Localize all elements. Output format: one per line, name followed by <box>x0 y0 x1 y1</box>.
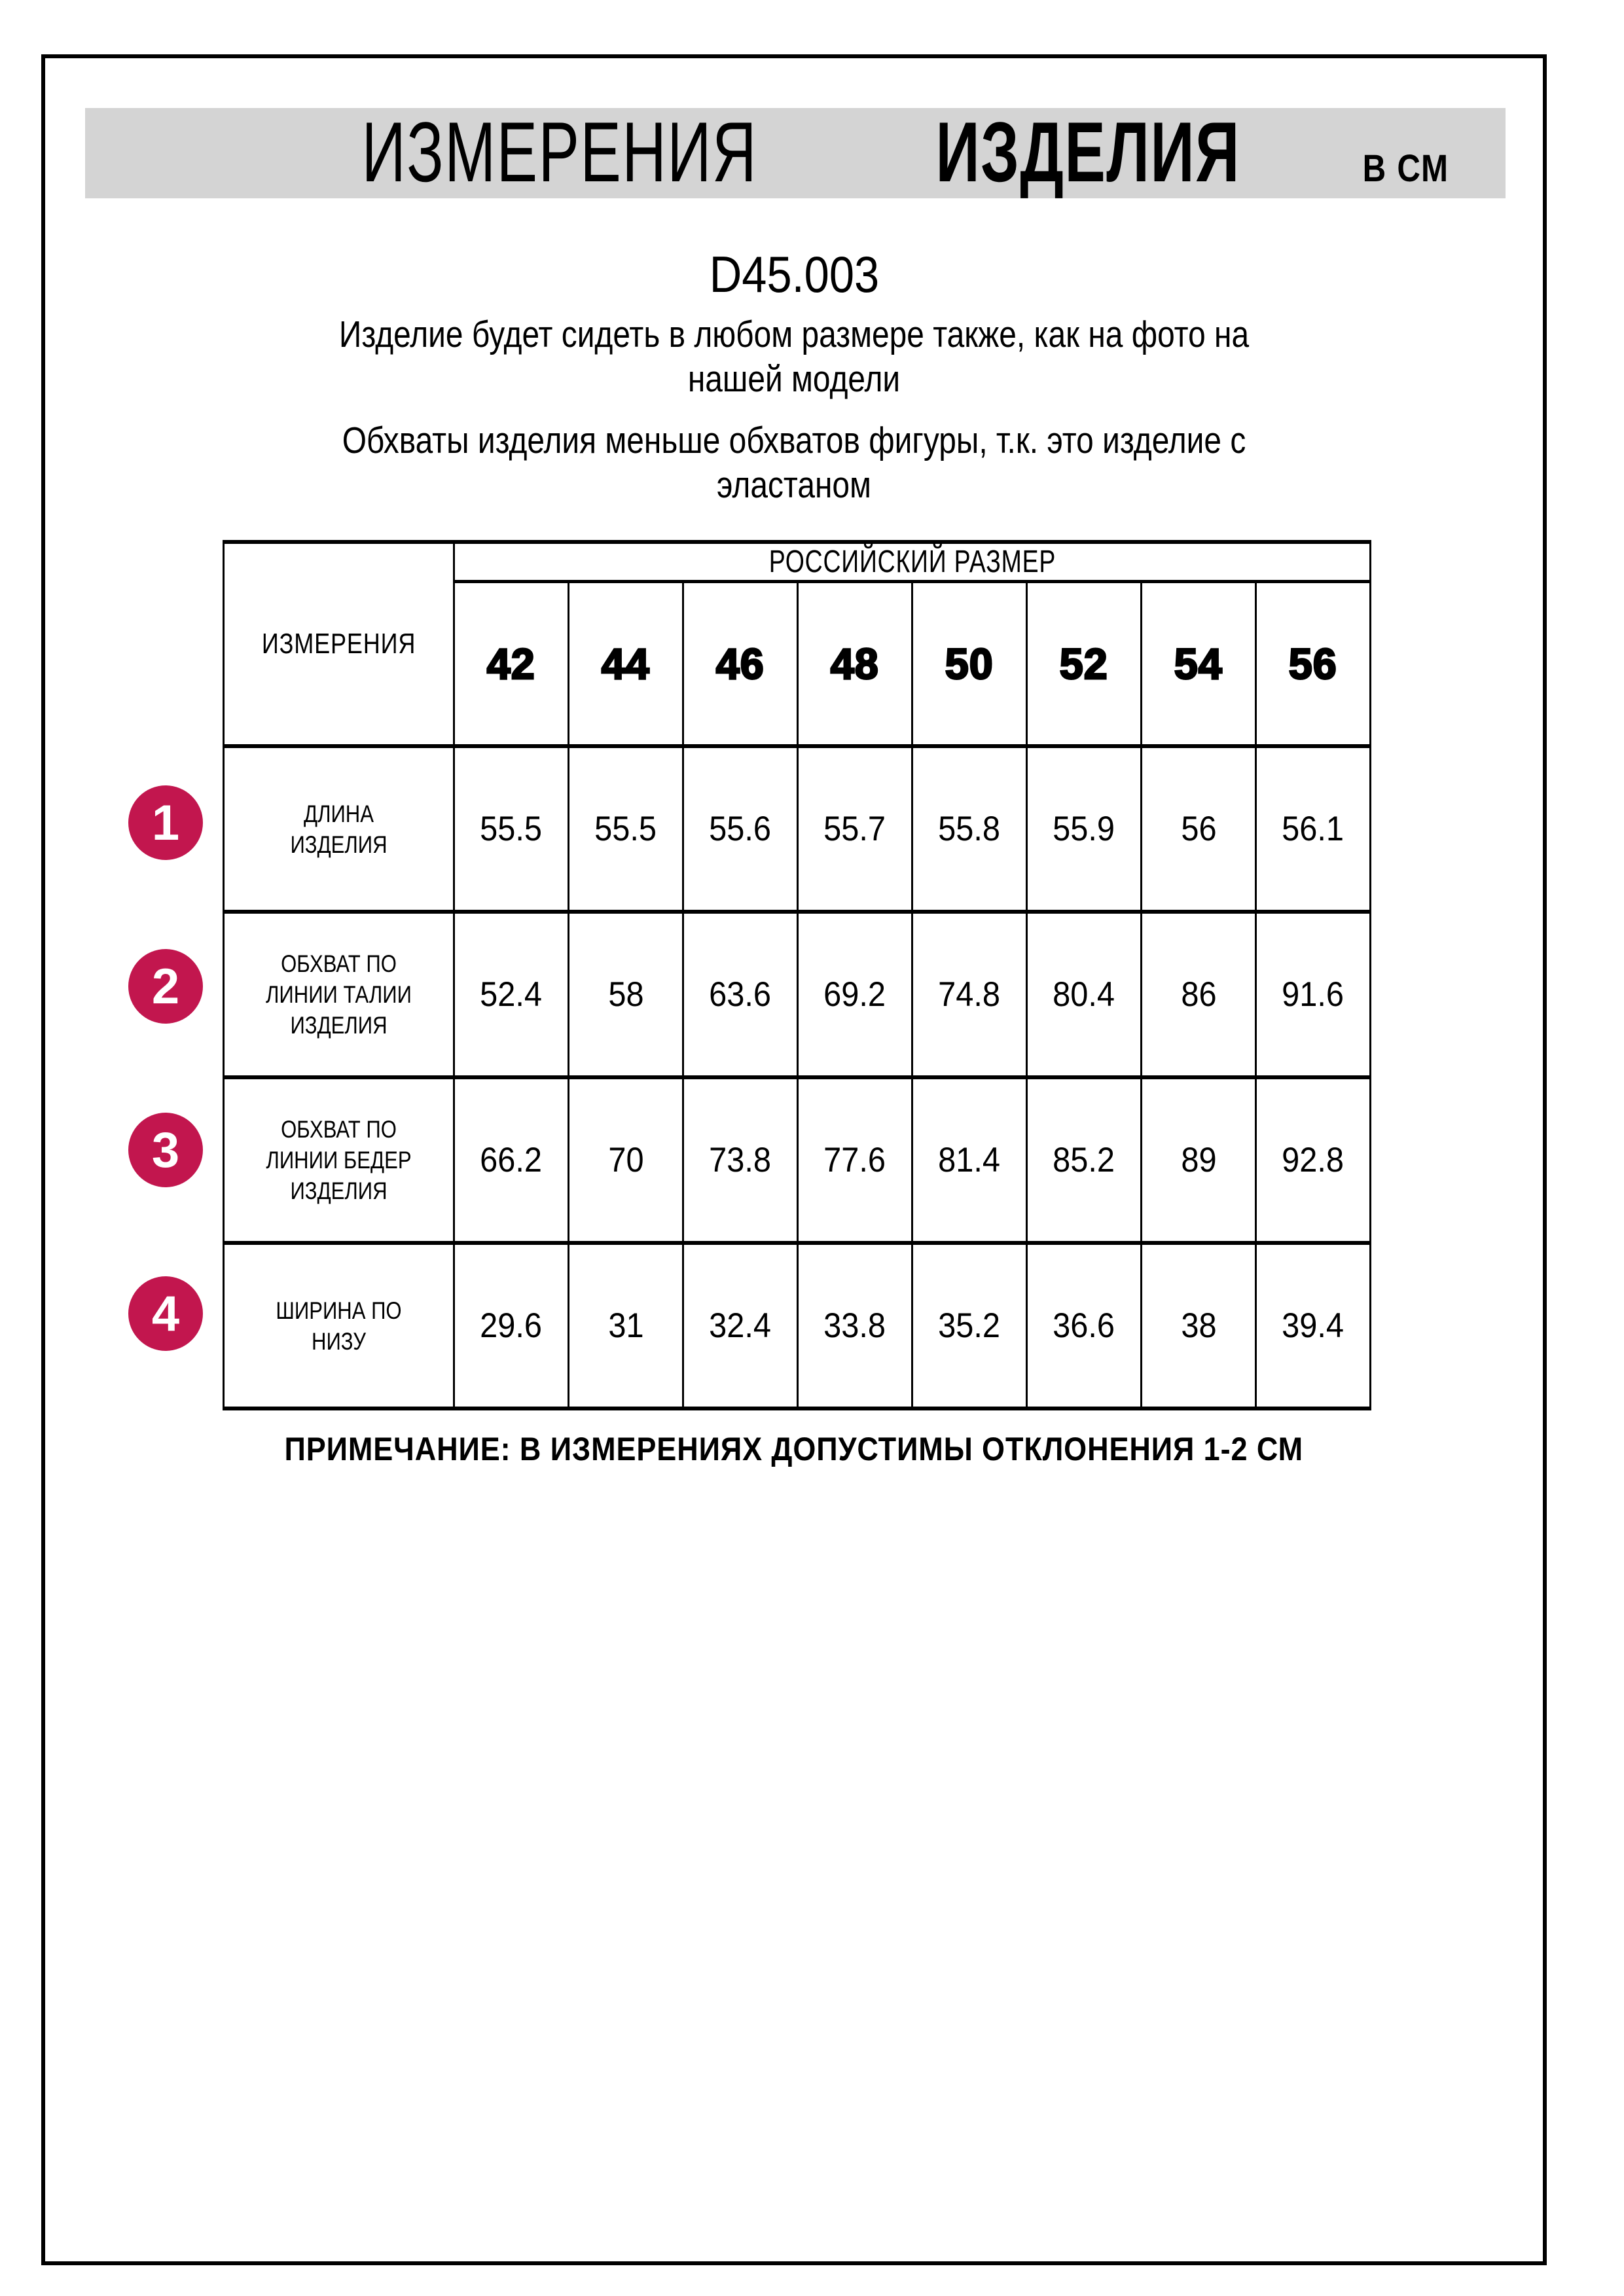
size-table <box>223 540 1371 1410</box>
value-cell: 85.2 <box>1027 1077 1142 1243</box>
row-marker-4-number: 4 <box>151 1285 180 1342</box>
value-cell: 69.2 <box>798 912 912 1077</box>
value-cell: 58 <box>569 912 683 1077</box>
row-label-length: ДЛИНА ИЗДЕЛИЯ <box>224 746 454 912</box>
row-marker-2 <box>128 949 203 1024</box>
value-cell: 81.4 <box>912 1077 1027 1243</box>
value-cell: 63.6 <box>683 912 798 1077</box>
value-cell: 66.2 <box>454 1077 569 1243</box>
row-label-bottom-width: ШИРИНА ПО НИЗУ <box>224 1243 454 1408</box>
intro-paragraph-fit-line: нашей модели <box>687 358 901 400</box>
size-header-54: 54 <box>1142 582 1256 747</box>
row-marker-4 <box>128 1276 203 1351</box>
value-cell: 74.8 <box>912 912 1027 1077</box>
value-cell: 89 <box>1142 1077 1256 1243</box>
row-label-waist-girth: ОБХВАТ ПО ЛИНИИ ТАЛИИ ИЗДЕЛИЯ <box>224 912 454 1077</box>
size-header-52: 52 <box>1027 582 1142 747</box>
model-code: D45.003 <box>709 245 879 303</box>
row-marker-3 <box>128 1113 203 1187</box>
value-cell: 70 <box>569 1077 683 1243</box>
value-cell: 55.6 <box>683 746 798 912</box>
row-label-hip-girth: ОБХВАТ ПО ЛИНИИ БЕДЕР ИЗДЕЛИЯ <box>224 1077 454 1243</box>
page-title-unit: В СМ <box>1362 147 1449 190</box>
value-cell: 39.4 <box>1256 1243 1371 1408</box>
page-border-frame <box>41 54 1547 2265</box>
size-header-46: 46 <box>683 582 798 747</box>
page-title-secondary: ИЗДЕЛИЯ <box>935 104 1240 200</box>
title-band <box>85 104 1506 200</box>
tolerance-note: ПРИМЕЧАНИЕ: В ИЗМЕРЕНИЯХ ДОПУСТИМЫ ОТКЛОНЕНИЯ 1-2 СМ <box>284 1431 1304 1467</box>
value-cell: 33.8 <box>798 1243 912 1408</box>
value-cell: 55.9 <box>1027 746 1142 912</box>
intro-paragraph-elastane <box>45 418 1543 507</box>
value-cell: 73.8 <box>683 1077 798 1243</box>
table-row-hip-girth <box>224 1077 1371 1243</box>
size-header-48: 48 <box>798 582 912 747</box>
value-cell: 77.6 <box>798 1077 912 1243</box>
value-cell: 32.4 <box>683 1243 798 1408</box>
value-cell: 56.1 <box>1256 746 1371 912</box>
value-cell: 29.6 <box>454 1243 569 1408</box>
size-header-56: 56 <box>1256 582 1371 747</box>
value-cell: 55.7 <box>798 746 912 912</box>
measurements-column-header: ИЗМЕРЕНИЯ <box>224 542 454 746</box>
size-header-44: 44 <box>569 582 683 747</box>
size-header-42: 42 <box>454 582 569 747</box>
intro-paragraph-fit-line: Изделие будет сидеть в любом размере также, как на фото на <box>338 314 1250 355</box>
table-row-length <box>224 746 1371 912</box>
value-cell: 92.8 <box>1256 1077 1371 1243</box>
value-cell: 35.2 <box>912 1243 1027 1408</box>
size-header-50: 50 <box>912 582 1027 747</box>
value-cell: 36.6 <box>1027 1243 1142 1408</box>
table-row-waist-girth <box>224 912 1371 1077</box>
value-cell: 80.4 <box>1027 912 1142 1077</box>
page-title-main: ИЗМЕРЕНИЯ <box>361 104 757 200</box>
value-cell: 91.6 <box>1256 912 1371 1077</box>
row-marker-1 <box>128 785 203 860</box>
value-cell: 56 <box>1142 746 1256 912</box>
table-row-bottom-width <box>224 1243 1371 1408</box>
table-header-group-row <box>224 542 1371 582</box>
value-cell: 55.8 <box>912 746 1027 912</box>
intro-paragraph-elastane-line: эластаном <box>717 464 871 506</box>
value-cell: 86 <box>1142 912 1256 1077</box>
value-cell: 52.4 <box>454 912 569 1077</box>
row-marker-3-number: 3 <box>151 1122 180 1178</box>
value-cell: 31 <box>569 1243 683 1408</box>
value-cell: 38 <box>1142 1243 1256 1408</box>
value-cell: 55.5 <box>454 746 569 912</box>
row-marker-2-number: 2 <box>151 958 180 1014</box>
intro-paragraph-fit <box>45 312 1543 401</box>
intro-paragraph-elastane-line: Обхваты изделия меньше обхватов фигуры, т.к. это изделие с <box>342 420 1246 461</box>
row-marker-1-number: 1 <box>151 795 180 851</box>
size-group-header: РОССИЙСКИЙ РАЗМЕР <box>454 542 1371 582</box>
value-cell: 55.5 <box>569 746 683 912</box>
